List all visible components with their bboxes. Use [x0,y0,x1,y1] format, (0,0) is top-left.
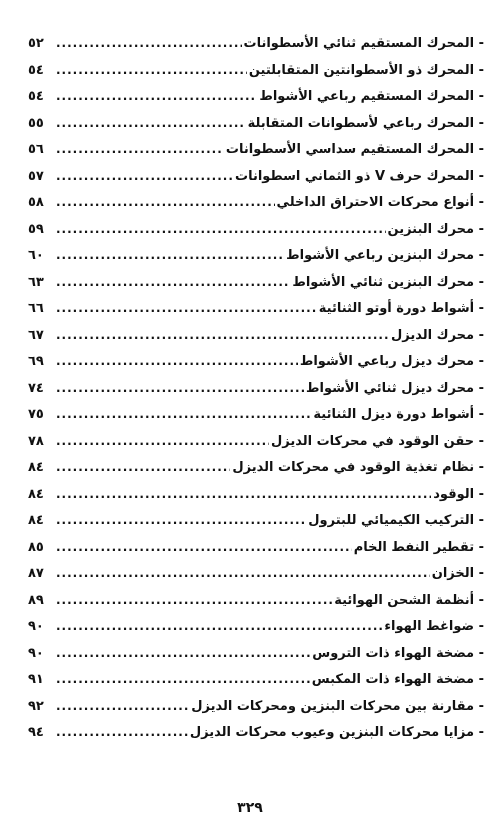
toc-entry-title: - محرك البنزين رباعي الأشواط [286,248,484,263]
toc-entry-page: ٥٢ [28,36,44,51]
toc-entry-page: ٦٠ [28,248,44,263]
toc-entry [28,587,484,614]
dot-leader [56,295,317,322]
toc-entry [28,83,484,110]
toc-entry [28,693,484,720]
toc-entry-title: - المحرك المستقيم رباعي الأشواط [259,89,484,104]
toc-entry-title: - محرك الديزل [391,327,484,343]
toc-entry [28,613,484,640]
toc-entry-page: ٩٤ [28,725,44,740]
toc-entry-page: ٦٩ [28,354,44,369]
toc-entry-page: ٥٤ [28,62,44,78]
toc-entry-page: ٨٥ [28,539,44,555]
dot-leader [56,640,310,667]
toc-entry-title: - المحرك رباعي لأسطوانات المتقابلة [247,115,484,131]
toc-entry-title: - محرك ديزل ثنائي الأشواط [306,380,484,396]
dot-leader [56,507,306,534]
dot-leader [56,57,247,84]
toc-entry-page: ٨٧ [28,566,44,581]
dot-leader [56,613,382,640]
toc-entry-title: - مقارنة بين محركات البنزين ومحركات الديزل [191,698,484,714]
toc-entry-page: ٥٦ [28,142,44,157]
toc-entry [28,163,484,190]
dot-leader [56,269,290,296]
toc-entry [28,428,484,455]
toc-entry-page: ٦٣ [28,274,44,290]
toc-entry [28,560,484,587]
toc-entry-page: ٩١ [28,672,44,687]
toc-entry [28,481,484,508]
toc-entry [28,375,484,402]
dot-leader [56,693,189,720]
dot-leader [56,401,311,428]
toc-entry-page: ٨٤ [28,513,44,528]
toc-entry-page: ٦٧ [28,327,44,343]
toc-entry-title: - المحرك المستقيم ثنائي الأسطوانات [243,36,484,51]
toc-entry-page: ٧٥ [28,407,44,422]
toc-entry-title: - أنظمة الشحن الهوائية [334,592,484,608]
toc-entry-page: ٥٤ [28,89,44,104]
toc-entry-page: ٩٠ [28,619,44,634]
toc-entry-title: - الوقود [433,486,484,502]
toc-entry [28,322,484,349]
toc-entry-page: ٥٥ [28,115,44,131]
toc-entry-page: ٧٤ [28,380,44,396]
toc-entry-page: ٥٨ [28,195,44,210]
dot-leader [56,216,386,243]
page-number: ٣٢٩ [237,800,263,816]
toc-entry-title: - تقطير النفط الخام [353,539,484,555]
toc-entry-title: - محرك البنزين [387,221,484,237]
toc-entry-title: - التركيب الكيميائي للبترول [308,513,484,528]
toc-entry-page: ٩٠ [28,645,44,661]
dot-leader [56,428,269,455]
toc-entry [28,719,484,746]
toc-entry-title: - مضخة الهواء ذات التروس [312,645,484,661]
dot-leader [56,30,242,57]
toc-entry-page: ٥٩ [28,221,44,237]
toc-entry [28,216,484,243]
toc-entry [28,189,484,216]
dot-leader [56,560,430,587]
toc-entry [28,110,484,137]
toc-entry [28,57,484,84]
dot-leader [56,666,310,693]
toc-entry-page: ٨٩ [28,592,44,608]
dot-leader [56,719,188,746]
dot-leader [56,189,275,216]
toc-entry [28,242,484,269]
dot-leader [56,375,304,402]
toc-entry-page: ٨٤ [28,460,44,475]
dot-leader [56,348,298,375]
toc-entry-title: - المحرك حرف V ذو الثماني اسطوانات [235,168,484,184]
toc-entry-title: - حقن الوقود في محركات الديزل [270,433,484,449]
dot-leader [56,534,352,561]
table-of-contents [28,30,484,746]
toc-entry-page: ٦٦ [28,301,44,316]
toc-entry-page: ٩٢ [28,698,44,714]
dot-leader [56,587,332,614]
toc-entry-page: ٧٨ [28,433,44,449]
toc-entry [28,30,484,57]
toc-entry [28,666,484,693]
dot-leader [56,481,431,508]
toc-entry-title: - أشواط دورة ديزل الثنائية [313,407,484,422]
toc-entry-page: ٥٧ [28,168,44,184]
toc-entry-title: - محرك ديزل رباعي الأشواط [299,354,484,369]
toc-entry [28,640,484,667]
toc-entry-title: - محرك البنزين ثنائي الأشواط [292,274,484,290]
dot-leader [56,454,230,481]
dot-leader [56,136,224,163]
toc-entry [28,348,484,375]
toc-entry-title: - مزايا محركات البنزين وعيوب محركات الديزل [189,725,484,740]
toc-entry [28,534,484,561]
toc-entry-page: ٨٤ [28,486,44,502]
toc-entry-title: - المحرك المستقيم سداسي الأسطوانات [225,142,484,157]
toc-entry [28,454,484,481]
dot-leader [56,83,257,110]
toc-entry [28,269,484,296]
toc-entry-title: - ضواغط الهواء [384,619,484,634]
toc-entry-title: - مضخة الهواء ذات المكبس [311,672,484,687]
toc-entry-title: - أنواع محركات الاحتراق الداخلي [276,195,484,210]
toc-entry-title: - المحرك ذو الأسطوانتين المتقابلتين [248,62,484,78]
toc-entry [28,136,484,163]
dot-leader [56,110,246,137]
toc-entry-title: - أشواط دورة أوتو الثنائية [318,301,484,316]
dot-leader [56,322,389,349]
toc-entry [28,295,484,322]
dot-leader [56,163,233,190]
dot-leader [56,242,284,269]
toc-entry [28,401,484,428]
toc-entry-title: - نظام تغذية الوقود في محركات الديزل [232,460,484,475]
toc-entry [28,507,484,534]
toc-entry-title: - الخزان [431,566,484,581]
